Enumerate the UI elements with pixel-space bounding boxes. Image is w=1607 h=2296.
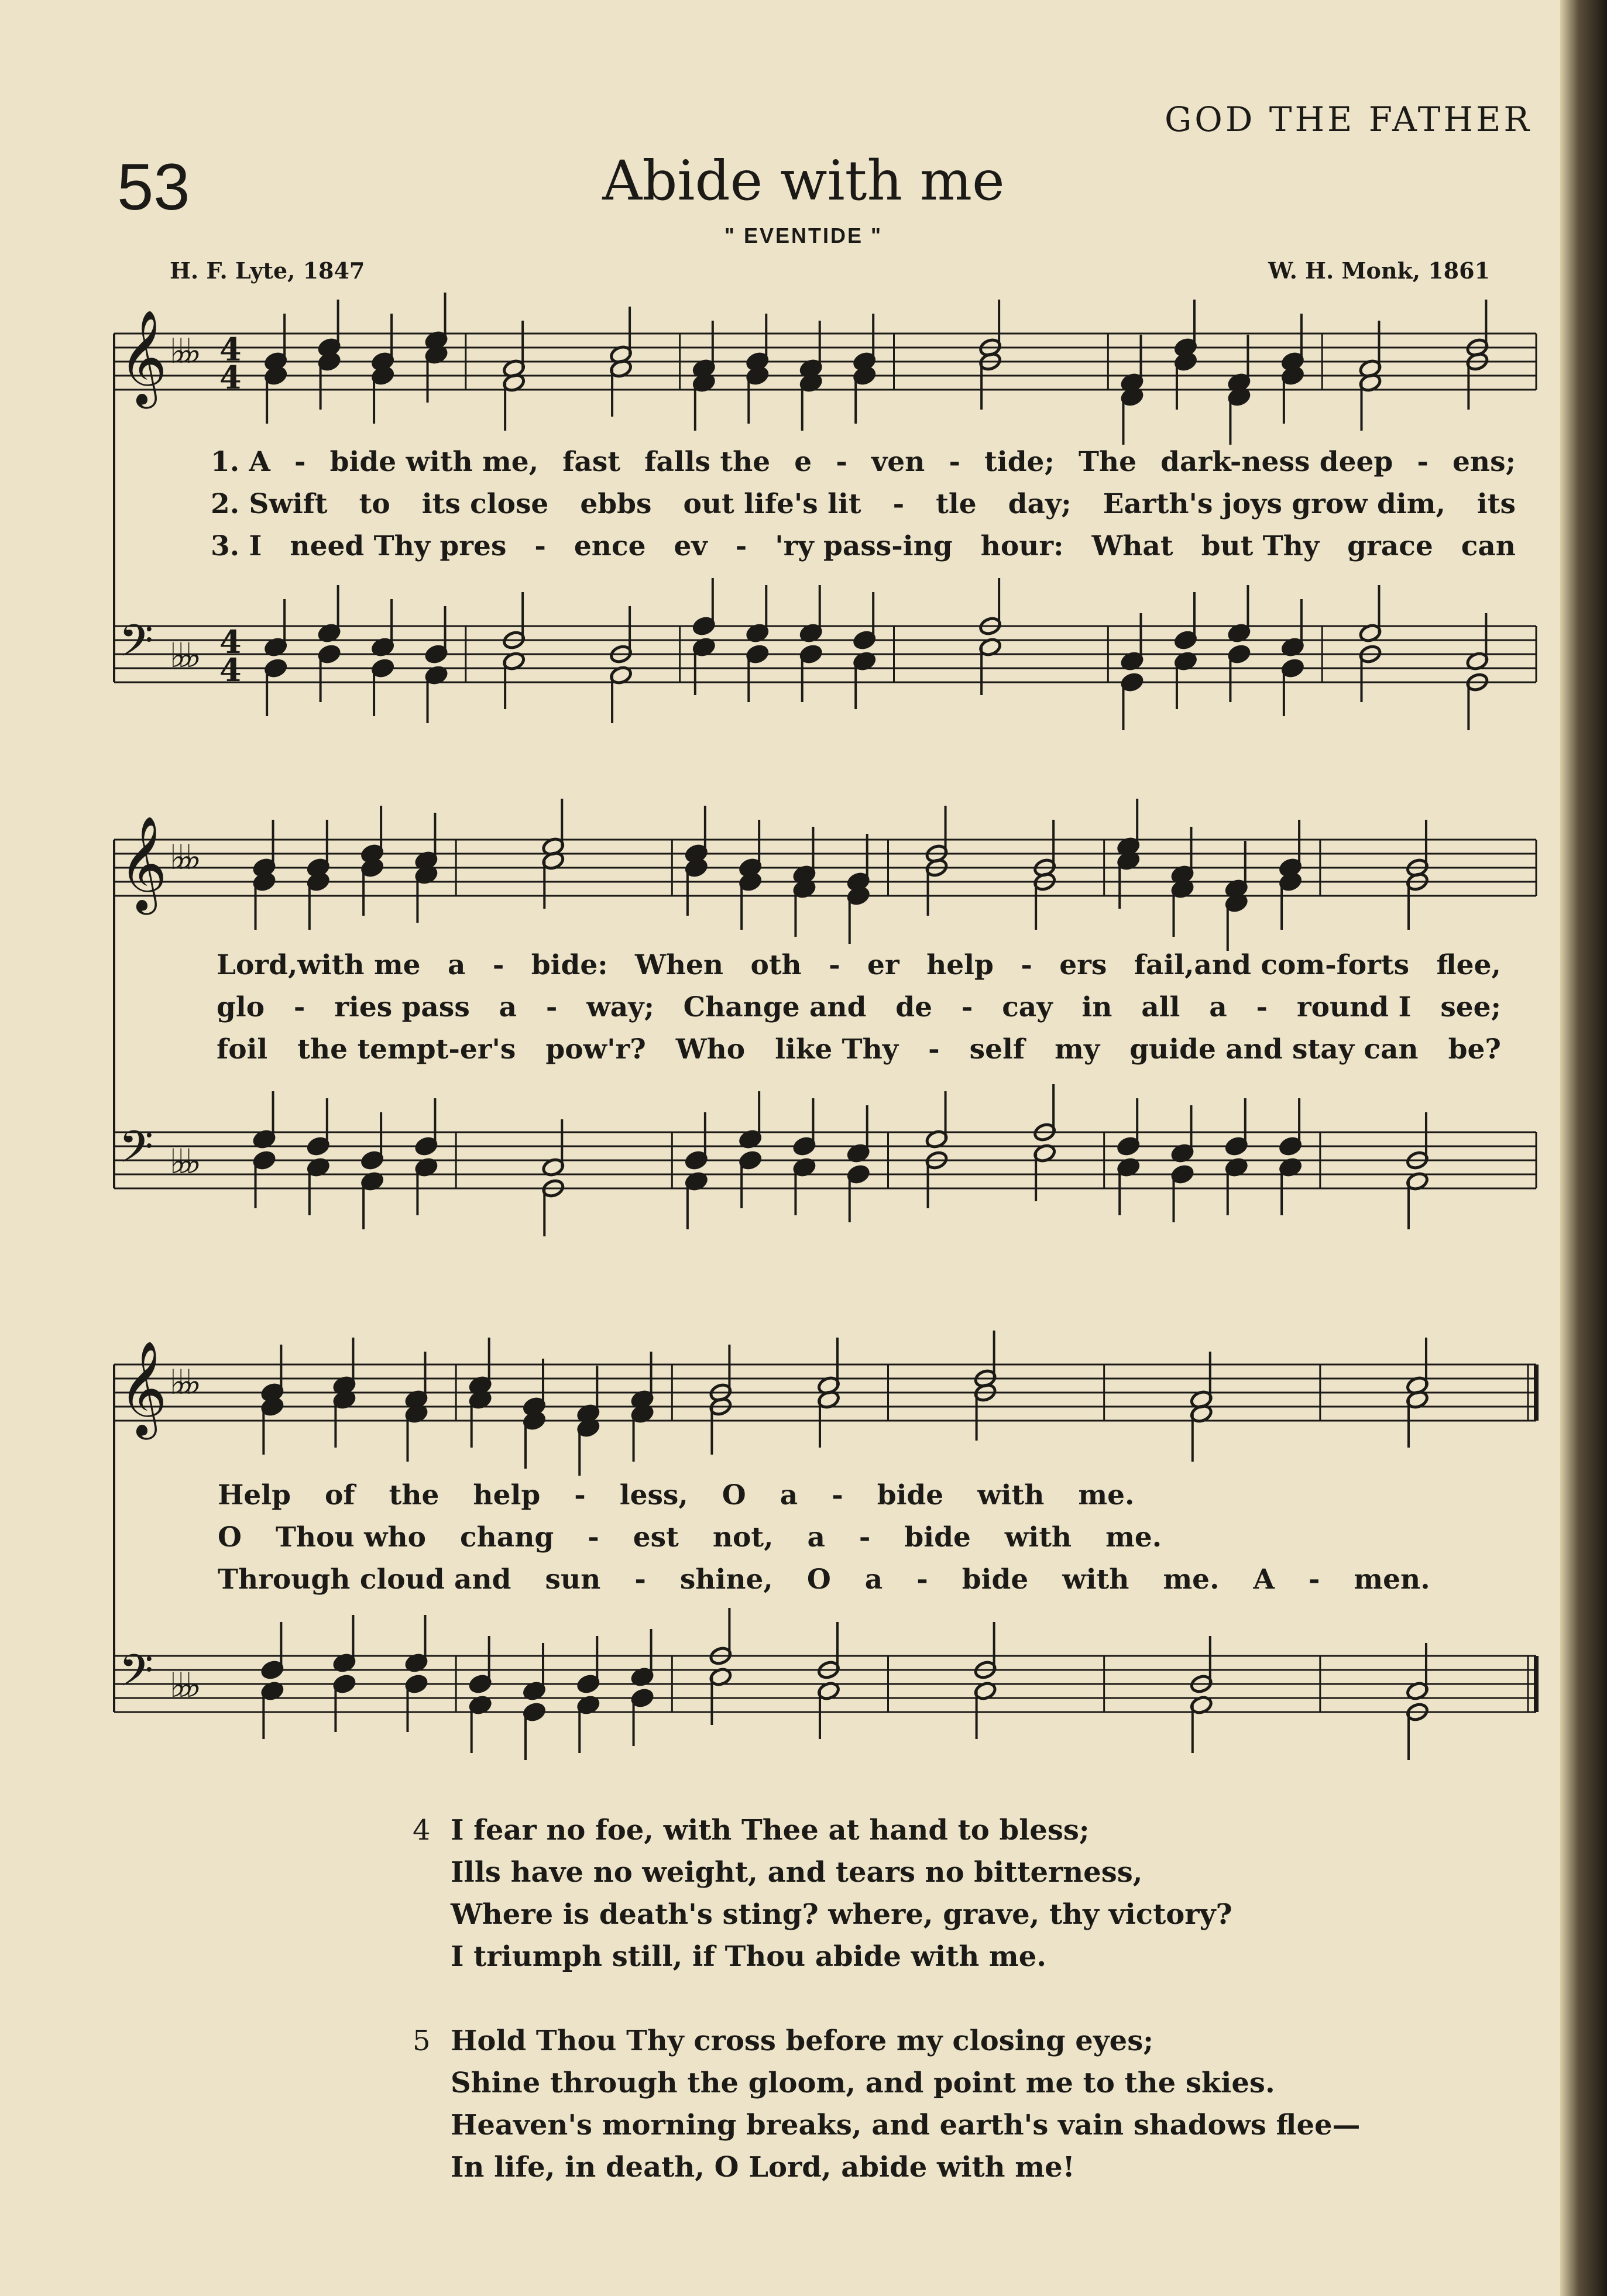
lyric-syllable: glo (217, 991, 265, 1023)
lyric-syllable: pow'r? (545, 1033, 646, 1065)
lyric-syllable: with (1004, 1521, 1072, 1553)
lyric-syllable: - (916, 1563, 928, 1596)
lyric-syllable: out life's lit (683, 488, 861, 520)
key-signature: ♭♭♭ (170, 635, 194, 675)
lyric-syllable: chang (459, 1521, 554, 1553)
lyric-syllable: est (633, 1521, 679, 1553)
lyric-syllable: What (1091, 530, 1173, 562)
lyric-syllable: bide (962, 1563, 1029, 1596)
lyric-syllable: a (447, 949, 466, 981)
lyric-syllable: - (634, 1563, 646, 1596)
lyric-syllable: ries pass (334, 991, 470, 1023)
treble-clef: 𝄞 (119, 816, 167, 911)
lyric-syllable: with (977, 1479, 1045, 1511)
lyric-line (217, 949, 1501, 981)
lyric-syllable: - (735, 530, 747, 562)
lyric-syllable: - (961, 991, 973, 1023)
lyric-syllable: - (928, 1033, 940, 1065)
lyric-syllable: a (499, 991, 517, 1023)
verse-number: 5 (413, 2025, 431, 2057)
lyric-syllable: - (1021, 949, 1032, 981)
lyric-syllable: bide: (531, 949, 608, 981)
lyric-syllable: 'ry pass-ing (775, 530, 953, 562)
verse-line: Shine through the gloom, and point me to the skies. (451, 2067, 1275, 2099)
time-signature-top: 4 (219, 623, 242, 661)
verse-line: Ills have no weight, and tears no bitterness, (451, 1856, 1143, 1889)
lyric-syllable: need Thy pres (290, 530, 507, 562)
lyric-syllable: The (1078, 446, 1136, 478)
lyric-syllable: - (534, 530, 546, 562)
lyric-syllable: foil (217, 1033, 268, 1065)
lyric-syllable: a (780, 1479, 798, 1511)
lyric-syllable: a (1209, 991, 1227, 1023)
lyric-syllable: Who (675, 1033, 746, 1065)
lyric-syllable: self (969, 1033, 1025, 1065)
lyric-syllable: guide and stay can (1129, 1033, 1419, 1065)
verse-line: Heaven's morning breaks, and earth's vain shadows flee— (451, 2109, 1361, 2142)
bass-clef: 𝄢 (119, 1645, 154, 1707)
time-signature-bottom: 4 (219, 359, 242, 396)
bass-clef: 𝄢 (119, 615, 154, 678)
lyric-syllable: 3. I (211, 530, 262, 562)
time-signature-top: 4 (219, 331, 242, 368)
lyric-syllable: can (1461, 530, 1516, 562)
lyric-syllable: ence (574, 530, 646, 562)
key-signature: ♭♭♭ (170, 331, 194, 371)
lyric-syllable: all (1141, 991, 1180, 1023)
lyric-syllable: me. (1105, 1521, 1162, 1553)
lyric-syllable: 1. A (211, 446, 270, 478)
lyric-syllable: Change and (683, 991, 867, 1023)
lyric-syllable: e (794, 446, 812, 478)
key-signature: ♭♭♭ (170, 1362, 194, 1402)
lyric-syllable: Thou who (275, 1521, 426, 1553)
lyric-syllable: - (949, 446, 960, 478)
lyric-syllable: sun (545, 1563, 601, 1596)
verse-line: I triumph still, if Thou abide with me. (451, 1940, 1046, 1973)
lyric-syllable: its (1476, 488, 1516, 520)
lyric-syllable: bide (904, 1521, 971, 1553)
bass-clef: 𝄢 (119, 1121, 154, 1184)
lyric-syllable: - (1308, 1563, 1320, 1596)
lyric-syllable: less, (619, 1479, 688, 1511)
lyric-syllable: tide; (984, 446, 1055, 478)
lyric-syllable: - (294, 446, 306, 478)
section-heading: GOD THE FATHER (1164, 99, 1532, 139)
lyric-syllable: help (473, 1479, 541, 1511)
lyric-syllable: O (806, 1563, 831, 1596)
composer-credit: W. H. Monk, 1861 (1268, 257, 1490, 284)
lyric-syllable: its close (421, 488, 549, 520)
lyric-syllable: dark-ness deep (1160, 446, 1393, 478)
lyric-line (217, 1033, 1501, 1065)
lyric-line (211, 488, 1516, 520)
lyric-syllable: - (492, 949, 504, 981)
lyric-line (217, 991, 1501, 1023)
lyric-syllable: - (892, 488, 905, 520)
lyric-syllable: but Thy (1201, 530, 1320, 562)
lyric-syllable: ven (871, 446, 925, 478)
lyric-syllable: with (1062, 1563, 1129, 1596)
lyric-syllable: a (864, 1563, 883, 1596)
lyric-line (211, 530, 1516, 562)
verse-line: Hold Thou Thy cross before my closing eyes; (451, 2025, 1153, 2057)
lyric-syllable: - (574, 1479, 586, 1511)
lyric-syllable: round I (1296, 991, 1412, 1023)
lyric-syllable: - (545, 991, 558, 1023)
lyric-syllable: a (807, 1521, 825, 1553)
lyric-syllable: A (1253, 1563, 1275, 1596)
lyric-syllable: day; (1008, 488, 1072, 520)
lyric-syllable: hour: (980, 530, 1064, 562)
lyric-syllable: - (293, 991, 305, 1023)
hymn-number: 53 (117, 150, 190, 224)
time-signature-bottom: 4 (219, 651, 242, 689)
lyric-syllable: to (359, 488, 390, 520)
lyric-syllable: de (895, 991, 933, 1023)
lyric-syllable: bide (877, 1479, 944, 1511)
lyric-line (218, 1521, 1502, 1553)
lyric-syllable: Through cloud and (218, 1563, 511, 1596)
lyric-syllable: men. (1354, 1563, 1430, 1596)
lyric-syllable: Lord,with me (217, 949, 421, 981)
lyric-syllable: - (1417, 446, 1429, 478)
lyric-syllable: like Thy (775, 1033, 899, 1065)
lyric-syllable: - (588, 1521, 599, 1553)
lyric-syllable: tle (936, 488, 977, 520)
verse-line: In life, in death, O Lord, abide with me! (451, 2151, 1075, 2184)
lyric-syllable: the (389, 1479, 439, 1511)
author-credit: H. F. Lyte, 1847 (170, 257, 365, 284)
lyric-syllable: - (1256, 991, 1268, 1023)
lyric-syllable: not, (712, 1521, 774, 1553)
lyric-syllable: ev (674, 530, 708, 562)
lyric-syllable: help (926, 949, 994, 981)
lyric-syllable: When (635, 949, 724, 981)
verse-line: I fear no foe, with Thee at hand to bless; (451, 1814, 1090, 1847)
lyric-syllable: see; (1440, 991, 1501, 1023)
lyric-syllable: falls the (644, 446, 771, 478)
key-signature: ♭♭♭ (170, 1665, 194, 1705)
key-signature: ♭♭♭ (170, 1142, 194, 1181)
lyric-syllable: ebbs (580, 488, 652, 520)
key-signature: ♭♭♭ (170, 837, 194, 877)
lyric-syllable: Help (218, 1479, 291, 1511)
treble-clef: 𝄞 (119, 310, 167, 405)
lyric-syllable: cay (1002, 991, 1053, 1023)
lyric-syllable: - (836, 446, 847, 478)
lyric-syllable: be? (1448, 1033, 1501, 1065)
lyric-syllable: me. (1163, 1563, 1220, 1596)
lyric-line (211, 446, 1516, 478)
lyric-syllable: flee, (1436, 949, 1501, 981)
lyric-syllable: me. (1078, 1479, 1135, 1511)
lyric-syllable: my (1055, 1033, 1100, 1065)
lyric-syllable: oth (750, 949, 802, 981)
hymn-title: Abide with me (602, 149, 1005, 213)
lyric-syllable: - (829, 949, 840, 981)
tune-name: " EVENTIDE " (724, 224, 883, 248)
lyric-syllable: grace (1347, 530, 1433, 562)
lyric-syllable: of (325, 1479, 355, 1511)
lyric-syllable: way; (586, 991, 654, 1023)
lyric-syllable: - (832, 1479, 843, 1511)
lyric-syllable: er (867, 949, 899, 981)
lyric-syllable: the tempt-er's (297, 1033, 516, 1065)
lyric-line (218, 1479, 1502, 1511)
verse-line: Where is death's sting? where, grave, thy victory? (451, 1898, 1232, 1931)
lyric-syllable: bide with me, (329, 446, 539, 478)
lyric-syllable: O (722, 1479, 746, 1511)
lyric-line (218, 1563, 1502, 1596)
lyric-syllable: ers (1059, 949, 1107, 981)
lyric-syllable: fast (562, 446, 621, 478)
lyric-syllable: 2. Swift (211, 488, 328, 520)
lyric-syllable: fail,and com-forts (1134, 949, 1410, 981)
lyric-syllable: ens; (1453, 446, 1516, 478)
treble-clef: 𝄞 (119, 1341, 167, 1436)
lyric-syllable: in (1081, 991, 1112, 1023)
lyric-syllable: O (218, 1521, 242, 1553)
verse-number: 4 (413, 1814, 431, 1847)
lyric-syllable: shine, (679, 1563, 773, 1596)
lyric-syllable: - (859, 1521, 871, 1553)
lyric-syllable: Earth's joys grow dim, (1103, 488, 1445, 520)
